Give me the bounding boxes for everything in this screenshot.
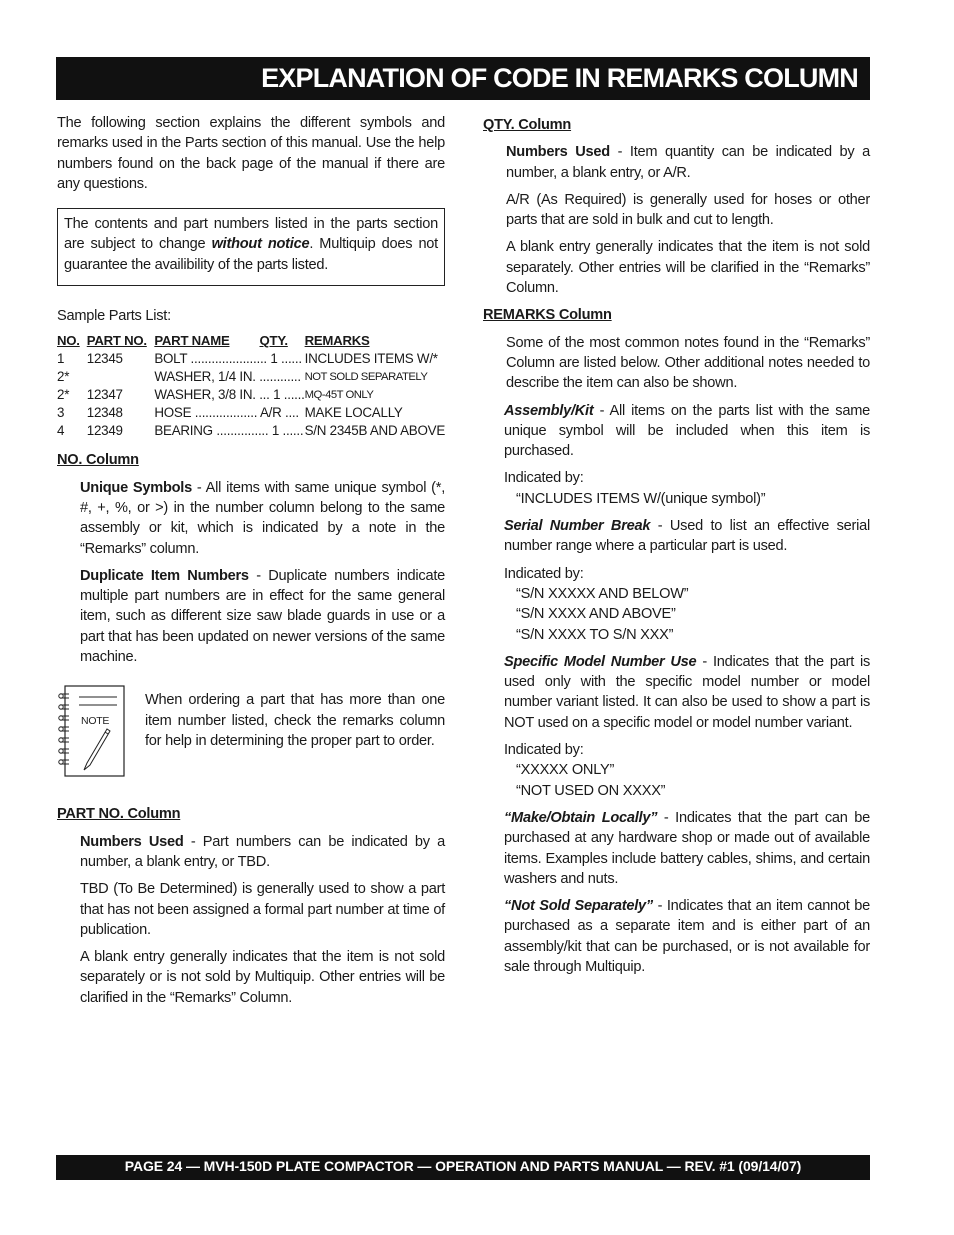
row-part-no: 12347 bbox=[86, 387, 123, 403]
table-row bbox=[57, 368, 445, 386]
page-title: EXPLANATION OF CODE IN REMARKS COLUMN bbox=[261, 63, 858, 93]
duplicate-numbers-label: Duplicate Item Numbers bbox=[80, 567, 249, 584]
notice-emphasis: without notice bbox=[211, 236, 310, 253]
row-no: 2* bbox=[57, 387, 70, 403]
serial-break-label: Serial Number Break bbox=[504, 518, 651, 535]
qty-numbers-used-paragraph bbox=[506, 142, 870, 183]
sample-header-row bbox=[57, 332, 445, 350]
row-remarks: MQ-45T ONLY bbox=[304, 389, 374, 402]
sample-parts-table bbox=[57, 332, 445, 440]
title-banner bbox=[56, 57, 870, 100]
part-no-column-heading: PART NO. Column bbox=[57, 806, 181, 823]
note-icon-label: NOTE bbox=[81, 715, 110, 728]
footer-text: PAGE 24 — MVH-150D PLATE COMPACTOR — OPERATION AND PARTS MANUAL — REV. #1 (09/14/07) bbox=[124, 1158, 802, 1174]
assembly-kit-text: - All items on the parts list with the same unique symbol will be included when this item is purchased. bbox=[504, 402, 870, 460]
row-name-qty: BEARING ............... 1 ...... bbox=[154, 423, 304, 439]
row-part-no: 12345 bbox=[86, 351, 123, 367]
model-example: “XXXXX ONLY” bbox=[516, 762, 615, 779]
row-remarks: MAKE LOCALLY bbox=[304, 405, 403, 421]
assembly-example: “INCLUDES ITEMS W/(unique symbol)” bbox=[516, 490, 766, 507]
not-sold-text: - Indicates that an item cannot be purchased as a separate item and is either part of an assembly/kit that can be purchased, or is not available for sale through Multiquip. bbox=[504, 898, 870, 975]
row-part-no: 12348 bbox=[86, 405, 123, 421]
part-blank-entry-paragraph: A blank entry generally indicates that the item is not sold separately or is not sold by Multiquip. Other entries will be clarified in the “Remarks” Column. bbox=[80, 949, 445, 1006]
note-callout bbox=[57, 685, 445, 780]
indicated-by-label: Indicated by: bbox=[504, 742, 584, 759]
not-sold-label: “Not Sold Separately” bbox=[504, 898, 653, 915]
row-no: 3 bbox=[57, 405, 65, 421]
table-row bbox=[57, 422, 445, 440]
header-part-no: PART NO. bbox=[86, 333, 147, 349]
qty-numbers-used-label: Numbers Used bbox=[506, 144, 610, 161]
remarks-column-heading: REMARKS Column bbox=[483, 307, 612, 324]
duplicate-numbers-text: - Duplicate numbers indicate multiple part numbers are in effect for the same general item, such as different size saw blade guards in use or a part that has been updated on newer versions of the same machine. bbox=[80, 567, 446, 666]
row-part-no: 12349 bbox=[86, 423, 123, 439]
header-qty: QTY. bbox=[259, 333, 288, 349]
no-column-heading: NO. Column bbox=[57, 452, 139, 469]
make-locally-text: - Indicates that the part can be purchased at any hardware shop or made out of available items. Examples include battery cables, shims, and certain washers and nuts. bbox=[504, 809, 870, 887]
assembly-kit-paragraph bbox=[504, 401, 870, 462]
header-part-name-qty bbox=[154, 332, 304, 350]
header-part-name: PART NAME bbox=[154, 333, 230, 349]
row-no: 4 bbox=[57, 423, 65, 439]
qty-column-heading: QTY. Column bbox=[483, 117, 572, 133]
part-numbers-used-label: Numbers Used bbox=[80, 833, 184, 850]
row-remarks: S/N 2345B AND ABOVE bbox=[304, 423, 445, 439]
indicated-by-label: Indicated by: bbox=[504, 565, 584, 582]
duplicate-numbers-paragraph bbox=[80, 566, 445, 667]
qty-numbers-used-text: - Item quantity can be indicated by a number, a blank entry, or A/R. bbox=[506, 144, 870, 181]
serial-break-paragraph bbox=[504, 516, 870, 557]
unique-symbols-label: Unique Symbols bbox=[80, 479, 192, 496]
tbd-paragraph: TBD (To Be Determined) is generally used to show a part that has not been assigned a formal part number at time of publication. bbox=[80, 881, 445, 938]
sample-label: Sample Parts List: bbox=[57, 308, 171, 325]
unique-symbols-paragraph bbox=[80, 478, 445, 559]
notice-text-end: . Multiquip does not guarantee the availibility of the parts listed. bbox=[64, 236, 438, 273]
table-row bbox=[57, 386, 445, 404]
model-number-text: - Indicates that the part is used only with the specific model number or model number variant listed. It can also be used to show a part is NOT used on a specific model or model number variant. bbox=[504, 653, 871, 731]
ar-paragraph: A/R (As Required) is generally used for hoses or other parts that are sold in bulk and cut to length. bbox=[506, 191, 870, 229]
left-column bbox=[57, 113, 445, 1008]
row-name-qty: BOLT ...................... 1 ...... bbox=[154, 351, 302, 367]
intro-paragraph: The following section explains the different symbols and remarks used in the Parts section of this manual. Use the help numbers found on the back page of the manual if there are any questions. bbox=[57, 115, 445, 192]
model-number-paragraph bbox=[504, 652, 870, 733]
row-remarks: NOT SOLD SEPARATELY bbox=[304, 371, 428, 384]
serial-break-text: - Used to list an effective serial number range where a particular part is used. bbox=[504, 518, 870, 555]
row-remarks: INCLUDES ITEMS W/* bbox=[304, 351, 438, 367]
serial-example: “S/N XXXX AND ABOVE” bbox=[516, 606, 676, 623]
part-numbers-used-text: - Part numbers can be indicated by a number, a blank entry, or TBD. bbox=[80, 833, 445, 870]
right-column bbox=[483, 115, 870, 977]
row-name-qty: WASHER, 3/8 IN. ... 1 ...... bbox=[154, 387, 305, 403]
notice-text-start: The contents and part numbers listed in the parts section are subject to change bbox=[64, 216, 438, 253]
model-example: “NOT USED ON XXXX” bbox=[516, 782, 666, 799]
note-text: When ordering a part that has more than one item number listed, check the remarks column for help in determining the proper part to order. bbox=[145, 692, 445, 749]
remarks-intro-paragraph: Some of the most common notes found in the “Remarks” Column are listed below. Other additional notes needed to describe the item can also be shown. bbox=[506, 334, 870, 392]
row-no: 2* bbox=[57, 369, 70, 385]
note-notepad-icon bbox=[57, 685, 125, 777]
unique-symbols-text: - All items with same unique symbol (*, #, +, %, or >) in the number column belong to the same assembly or kit, which is indicated by a note in the “Remarks” column. bbox=[80, 479, 445, 557]
not-sold-paragraph bbox=[504, 896, 870, 977]
serial-example: “S/N XXXX TO S/N XXX” bbox=[516, 626, 674, 643]
header-no: NO. bbox=[57, 333, 80, 349]
table-row bbox=[57, 404, 445, 422]
qty-blank-entry-paragraph: A blank entry generally indicates that the item is not sold separately. Other entries will be clarified in the “Remarks” Column. bbox=[506, 239, 870, 297]
row-no: 1 bbox=[57, 351, 65, 367]
row-name-qty: HOSE .................. A/R .... bbox=[154, 405, 299, 421]
table-row bbox=[57, 350, 445, 368]
row-name-qty: WASHER, 1/4 IN. ............ bbox=[154, 369, 301, 385]
part-numbers-used-paragraph bbox=[80, 832, 445, 873]
serial-example: “S/N XXXXX AND BELOW” bbox=[516, 585, 689, 602]
indicated-by-label: Indicated by: bbox=[504, 470, 584, 487]
assembly-kit-label: Assembly/Kit bbox=[504, 402, 594, 419]
notice-box bbox=[57, 208, 445, 286]
header-remarks: REMARKS bbox=[304, 333, 370, 349]
model-number-label: Specific Model Number Use bbox=[504, 653, 697, 670]
row-part-no bbox=[87, 368, 155, 386]
make-locally-paragraph bbox=[504, 808, 870, 889]
footer-bar bbox=[56, 1155, 870, 1180]
make-locally-label: “Make/Obtain Locally” bbox=[504, 809, 658, 826]
